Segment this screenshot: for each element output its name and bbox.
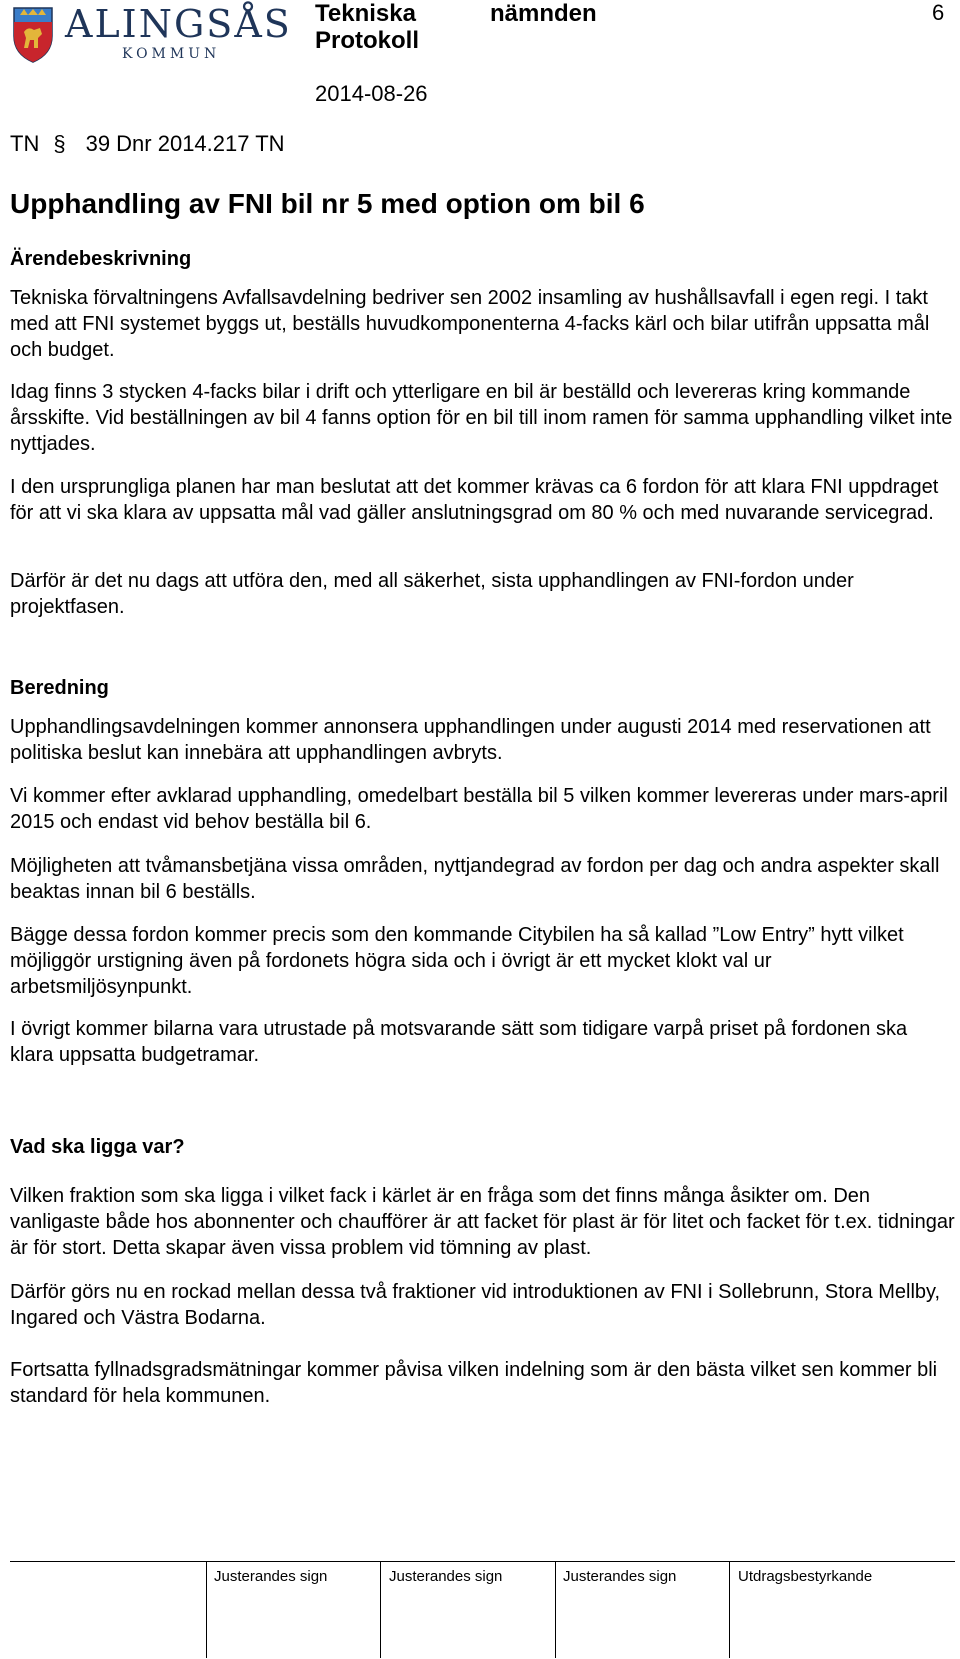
committee-word-1: Tekniska [315,0,416,27]
footer-signature-box: Justerandes sign [389,1568,503,1585]
page-number: 6 [932,0,945,25]
paragraph-number [10,131,285,157]
footer-certification-box: Utdragsbestyrkande [738,1568,873,1585]
paragraph: I övrigt kommer bilarna vara utrustade på motsvarande sätt som tidigare varpå priset på fordonen ska klara uppsatta budgetramar. [10,1018,908,1066]
paragraph: Upphandlingsavdelningen kommer annonsera upphandlingen under augusti 2014 med reservationen att politiska beslut kan innebära att upphandlingen avbryts. [10,716,931,764]
heading-beredning: Beredning [10,677,109,699]
case-number: 39 Dnr 2014.217 TN [85,131,285,156]
footer-signature-box: Justerandes sign [563,1568,677,1585]
paragraph: Därför är det nu dags att utföra den, med all säkerhet, sista upphandlingen av FNI-fordon under projektfasen. [10,570,854,618]
paragraph: Fortsatta fyllnadsgradsmätningar kommer påvisa vilken indelning som är den bästa vilket sen kommer bli standard för hela kommunen. [10,1359,938,1407]
committee-word-2: nämnden [490,0,597,27]
case-prefix: TN [10,131,40,156]
footer-rule [10,1561,955,1562]
paragraph: I den ursprungliga planen har man beslutat att det kommer krävas ca 6 fordon för att klara FNI uppdraget för att vi ska klara av uppsatta mål vad gäller anslutningsgrad om 80 % och med nuvarande servicegrad. [10,476,939,524]
footer-divider [380,1561,381,1658]
doc-type: Protokoll [315,27,420,54]
footer-divider [729,1561,730,1658]
paragraph: Tekniska förvaltningens Avfallsavdelning bedriver sen 2002 insamling av hushållsavfall i egen regi. I takt med att FNI systemet byggs ut, beställs huvudkomponenterna 4-facks kärl och bilar utifrån uppsatta mål och budget. [10,287,930,361]
paragraph: Möjligheten att tvåmansbetjäna vissa områden, nyttjandegrad av fordon per dag och andra aspekter skall beaktas innan bil 6 beställs. [10,855,940,903]
paragraph: Vi kommer efter avklarad upphandling, omedelbart beställa bil 5 vilken kommer levereras under mars-april 2015 och endast vid behov beställa bil 6. [10,785,948,833]
org-subtitle: KOMMUN [122,46,221,62]
footer-divider [555,1561,556,1658]
org-name: ALINGSÅS [65,2,292,46]
paragraph: Vilken fraktion som ska ligga i vilket fack i kärlet är en fråga som det finns många åsikter om. Den vanligaste både hos abonnenter och chaufförer är att facket för plast är för litet och facket för t.ex. tidningar är för stort. Detta skapar även vissa problem vid tömning av plast. [10,1185,955,1259]
paragraph-symbol: § [53,131,66,156]
footer-signature-box: Justerandes sign [214,1568,328,1585]
footer-divider [206,1561,207,1658]
paragraph: Därför görs nu en rockad mellan dessa två fraktioner vid introduktionen av FNI i Sollebrunn, Stora Mellby, Ingared och Västra Bodarna. [10,1281,941,1329]
paragraph: Bägge dessa fordon kommer precis som den kommande Citybilen ha så kallad ”Low Entry” hytt vilket möjliggör urstigning även på fordonets högra sida och i övrigt är ett mycket klokt val ur arbetsmiljösynpunkt. [10,924,904,998]
meeting-date: 2014-08-26 [315,81,428,106]
heading-vad-ska-ligga-var: Vad ska ligga var? [10,1136,185,1158]
alingsas-logo [10,2,290,66]
paragraph: Idag finns 3 stycken 4-facks bilar i drift och ytterligare en bil är beställd och levereras kring kommande årsskifte. Vid beställningen av bil 4 fanns option för en bil till inom ramen för samma upphandling vilket inte nyttjades. [10,381,953,455]
case-title: Upphandling av FNI bil nr 5 med option om bil 6 [10,188,645,219]
heading-arendebeskrivning: Ärendebeskrivning [10,248,192,270]
